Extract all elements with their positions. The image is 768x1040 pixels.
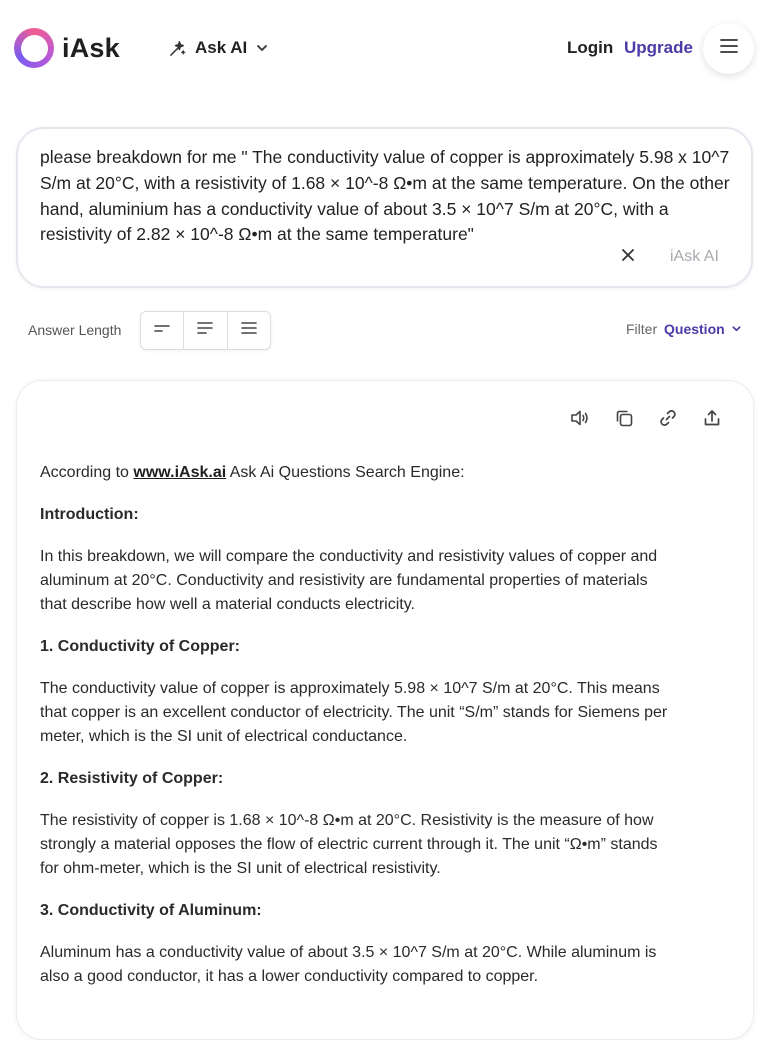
mode-label: Ask AI <box>195 38 248 57</box>
section-heading: 2. Resistivity of Copper: <box>40 770 224 787</box>
query-input[interactable]: please breakdown for me " The conductivity value of copper is approximately 5.98 x 10^7 S/m at 20°C, with a resistivity of 1.68 × 10^-8 Ω•m at the same temperature. On the other hand, aluminium has a conductivity value of about 3.5 × 10^7 S/m at 20°C, with a resistivity of 2.82 × 10^-8 Ω•m at the same temperature" <box>40 147 730 245</box>
length-short-option[interactable] <box>141 312 184 349</box>
logo-text: iAsk <box>62 32 120 63</box>
section-heading: Introduction: <box>40 506 139 523</box>
text-medium-icon <box>196 321 214 340</box>
speaker-icon <box>569 408 591 433</box>
answer-toolbar <box>569 409 723 431</box>
chevron-down-icon <box>731 321 742 337</box>
link-icon <box>658 408 678 433</box>
text-short-icon <box>153 322 171 340</box>
answer-body <box>40 461 670 1007</box>
section-body: Aluminum has a conductivity value of about 3.5 × 10^7 S/m at 20°C. While aluminum is also a good conductor, it has a lower conductivity compared to copper. <box>40 944 657 985</box>
length-medium-option[interactable] <box>184 312 227 349</box>
filter-dropdown[interactable] <box>664 321 742 337</box>
section-heading: 3. Conductivity of Aluminum: <box>40 902 262 919</box>
read-aloud-button[interactable] <box>569 409 591 431</box>
submit-button[interactable]: iAsk AI <box>670 248 719 265</box>
section-body: The resistivity of copper is 1.68 × 10^-8 Ω•m at 20°C. Resistivity is the measure of how strongly a material opposes the flow of electric current through it. The unit “Ω•m” stands for ohm-meter, which is the SI unit of electrical resistivity. <box>40 812 658 877</box>
sparkle-icon <box>168 39 187 58</box>
upgrade-link[interactable]: Upgrade <box>624 38 693 57</box>
chevron-down-icon <box>255 41 269 55</box>
mode-selector[interactable] <box>168 36 269 60</box>
copy-icon <box>614 408 634 433</box>
iask-link[interactable]: www.iAsk.ai <box>133 464 227 481</box>
share-button[interactable] <box>701 409 723 431</box>
login-link[interactable]: Login <box>567 38 614 57</box>
section-body: In this breakdown, we will compare the conductivity and resistivity values of copper and aluminum at 20°C. Conductivity and resistivity are fundamental properties of materials that describe how well a material conducts electricity. <box>40 548 658 613</box>
close-icon <box>621 248 635 267</box>
answer-length-selector <box>140 311 271 350</box>
clear-button[interactable] <box>618 247 638 267</box>
section-heading: 1. Conductivity of Copper: <box>40 638 240 655</box>
header <box>0 0 768 96</box>
answer-intro <box>40 461 670 485</box>
hamburger-icon <box>719 38 739 59</box>
intro-prefix: According to <box>40 464 134 481</box>
length-long-option[interactable] <box>228 312 270 349</box>
answer-length-label: Answer Length <box>28 322 122 338</box>
share-link-button[interactable] <box>657 409 679 431</box>
filter-label: Filter <box>626 321 658 337</box>
logo[interactable] <box>14 28 120 68</box>
query-box[interactable] <box>16 127 753 288</box>
intro-suffix: Ask Ai Questions Search Engine: <box>226 464 465 481</box>
answer-card <box>16 380 754 1040</box>
text-long-icon <box>240 321 258 340</box>
copy-button[interactable] <box>613 409 635 431</box>
menu-button[interactable] <box>703 23 754 74</box>
logo-ring-icon <box>14 28 54 68</box>
upload-share-icon <box>702 408 722 433</box>
filter-value: Question <box>664 321 725 337</box>
section-body: The conductivity value of copper is approximately 5.98 × 10^7 S/m at 20°C. This means that copper is an excellent conductor of electricity. The unit “S/m” stands for Siemens per meter, which is the SI unit of electrical conductance. <box>40 680 668 745</box>
